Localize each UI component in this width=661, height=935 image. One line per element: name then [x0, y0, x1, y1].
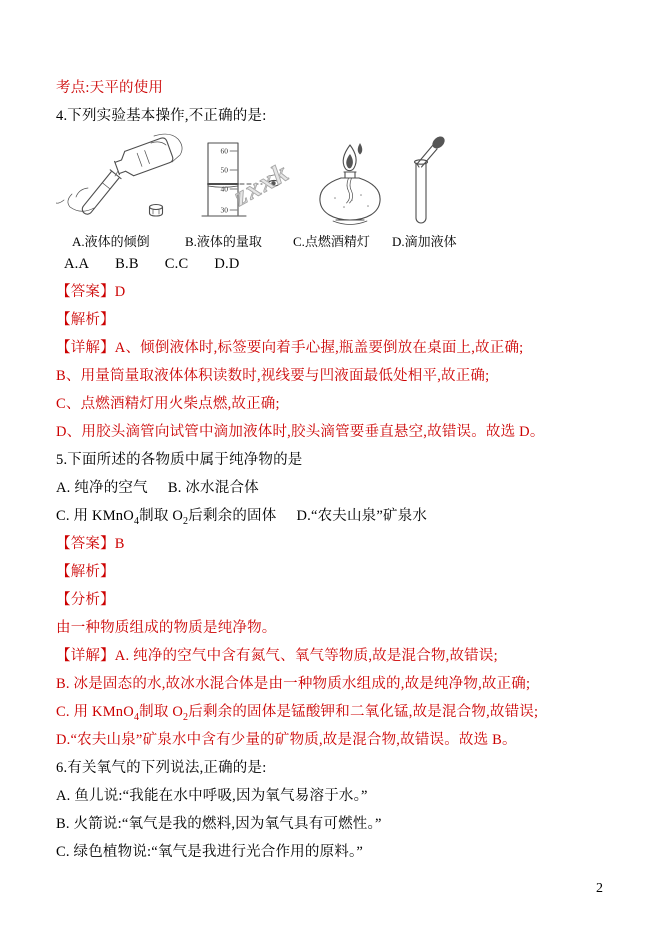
q5-jiexi-line: 【解析】 — [56, 564, 115, 580]
lab-operations-figure — [56, 130, 456, 230]
bottle-cap — [150, 205, 163, 217]
q5-fenxi-label: 【分析】 — [56, 592, 115, 608]
cylinder-tick-label: 30 — [220, 205, 228, 215]
subscript: 4 — [133, 515, 140, 527]
q5-detail-line-c: C. 用 KMnO$_4$制取 $O_2$后剩余的固体是锰酸钾和二氧化锰,故是混合物,故错误; — [56, 704, 539, 723]
q5-option-b: B. 冰水混合体 — [167, 480, 259, 496]
q4-detail-line-a: 【详解】A、倾倒液体时,标签要向着手心握,瓶盖要倒放在桌面上,故正确; — [56, 340, 524, 356]
figure-caption-d: D.滴加液体 — [392, 234, 457, 249]
alcohol-lamp-figure — [320, 143, 380, 225]
q4-option-d: D.D — [214, 256, 240, 272]
cylinder-tick-label: 40 — [220, 184, 228, 194]
exam-point-line: 考点:天平的使用 — [56, 80, 164, 96]
match-flame — [358, 143, 363, 155]
subscript: 2 — [183, 711, 189, 723]
figure-caption-a: A.液体的倾倒 — [72, 234, 150, 249]
question-5-stem: 5.下面所述的各物质中属于纯净物的是 — [56, 452, 303, 468]
cylinder-tick-label: 50 — [220, 165, 228, 175]
q4-detail-line-b: B、用量筒量取液体体积读数时,视线要与凹液面最低处相平,故正确; — [56, 368, 490, 384]
q5-detail-line-a: 【详解】A. 纯净的空气中含有氮气、氧气等物质,故是混合物,故错误; — [56, 648, 498, 664]
q4-option-c: C.C — [164, 256, 189, 272]
q6-option-c: C. 绿色植物说:“氧气是我进行光合作用的原料。” — [56, 844, 364, 860]
q4-option-b: B.B — [115, 256, 139, 272]
q5-detail-line-d: D.“农夫山泉”矿泉水中含有少量的矿物质,故是混合物,故错误。故选 B。 — [56, 732, 517, 748]
dropper-test-tube-figure — [415, 134, 448, 223]
page-number: 2 — [596, 881, 603, 896]
q4-answer-line: 【答案】D — [56, 284, 126, 300]
q5-option-c: C. 用 KMnO$_4$制取 $O_2$后剩余的固体 — [56, 508, 277, 527]
q5-option-a: A. 纯净的空气 — [56, 480, 148, 496]
q4-detail-line-d: D、用胶头滴管向试管中滴加液体时,胶头滴管要垂直悬空,故错误。故选 D。 — [56, 424, 545, 440]
dropper-bulb — [430, 134, 447, 151]
q5-option-d: D.“农夫山泉”矿泉水 — [296, 508, 428, 524]
q4-options-line — [56, 250, 626, 278]
q5-detail-line-b: B. 冰是固态的水,故冰水混合体是由一种物质水组成的,故是纯净物,故正确; — [56, 676, 531, 692]
subscript: 4 — [133, 711, 140, 723]
cylinder-tick-label: 60 — [220, 146, 228, 156]
q5-options-ab — [56, 474, 626, 502]
question-6-stem: 6.有关氧气的下列说法,正确的是: — [56, 760, 267, 776]
pouring-liquid-figure — [56, 134, 182, 217]
q6-option-b: B. 火箭说:“氧气是我的燃料,因为氧气具有可燃性。” — [56, 816, 382, 832]
figure-caption-b: B.液体的量取 — [185, 234, 262, 249]
q5-answer-line: 【答案】B — [56, 536, 125, 552]
subscript: 2 — [183, 515, 189, 527]
q4-figure — [56, 130, 626, 250]
q5-options-cd — [56, 502, 626, 530]
q6-option-a: A. 鱼儿说:“我能在水中呼吸,因为氧气易溶于水。” — [56, 788, 368, 804]
figure-caption-c: C.点燃酒精灯 — [293, 234, 370, 249]
q4-option-a: A.A — [64, 256, 90, 272]
q4-jiexi-line: 【解析】 — [56, 312, 115, 328]
question-4-stem: 4.下列实验基本操作,不正确的是: — [56, 108, 267, 124]
q4-detail-line-c: C、点燃酒精灯用火柴点燃,故正确; — [56, 396, 280, 412]
document-content — [56, 74, 626, 866]
q5-fenxi-text: 由一种物质组成的物质是纯净物。 — [56, 620, 277, 636]
watermark-text: zxxk — [228, 156, 295, 212]
